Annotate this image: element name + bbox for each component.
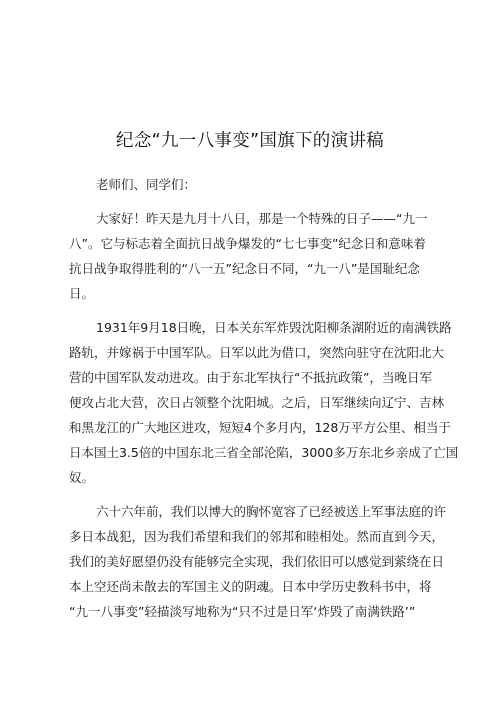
paragraph-3-line-2: 多日本战犯，因为我们希望和我们的邻邦和睦相处。然而直到今天，: [69, 529, 445, 544]
paragraph-3-line-3: 我们的美好愿望仍没有能够完全实现，我们依旧可以感觉到萦绕在日: [69, 554, 445, 569]
paragraph-3-line-5: “九一八事变”轻描淡写地称为“只不过是日军‘炸毁了南满铁路’”: [69, 604, 416, 619]
paragraph-2-line-7: 奴。: [69, 470, 95, 485]
paragraph-2-line-1: 1931年9月18日晚，日本关东军炸毁沈阳柳条湖附近的南满铁路: [96, 320, 452, 335]
paragraph-3-line-4: 本上空还尚未散去的军国主义的阴魂。日本中学历史教科书中，将: [69, 579, 432, 594]
paragraph-1-line-3: 抗日战争取得胜利的“八一五”纪念日不同，“九一八”是国耻纪念: [69, 261, 420, 276]
paragraph-2-line-3: 营的中国军队发动进攻。由于东北军执行“不抵抗政策”，当晚日军: [69, 370, 432, 385]
paragraph-1-line-4: 日。: [69, 286, 95, 301]
paragraph-1-line-2: 八”。它与标志着全面抗日战争爆发的“七七事变”纪念日和意味着: [69, 236, 426, 251]
paragraph-2-line-6: 日本国土3.5倍的中国东北三省全部沦陷，3000多万东北乡亲成了亡国: [69, 445, 459, 460]
paragraph-2-line-5: 和黑龙江的广大地区进攻，短短4个多月内，128万平方公里、相当于: [69, 420, 451, 435]
paragraph-2-line-4: 便攻占北大营，次日占领整个沈阳城。之后，日军继续向辽宁、吉林: [69, 395, 445, 410]
document-title: 纪念“九一八事变”国旗下的演讲稿: [116, 131, 384, 151]
paragraph-2-line-2: 路轨，并嫁祸于中国军队。日军以此为借口，突然向驻守在沈阳北大: [69, 345, 445, 360]
paragraph-3-line-1: 六十六年前，我们以博大的胸怀宽容了已经被送上军事法庭的许: [96, 504, 447, 519]
paragraph-1-line-1: 大家好！昨天是九月十八日，那是一个特殊的日子——“九一: [96, 211, 428, 226]
greeting-line: 老师们、同学们：: [96, 177, 197, 192]
